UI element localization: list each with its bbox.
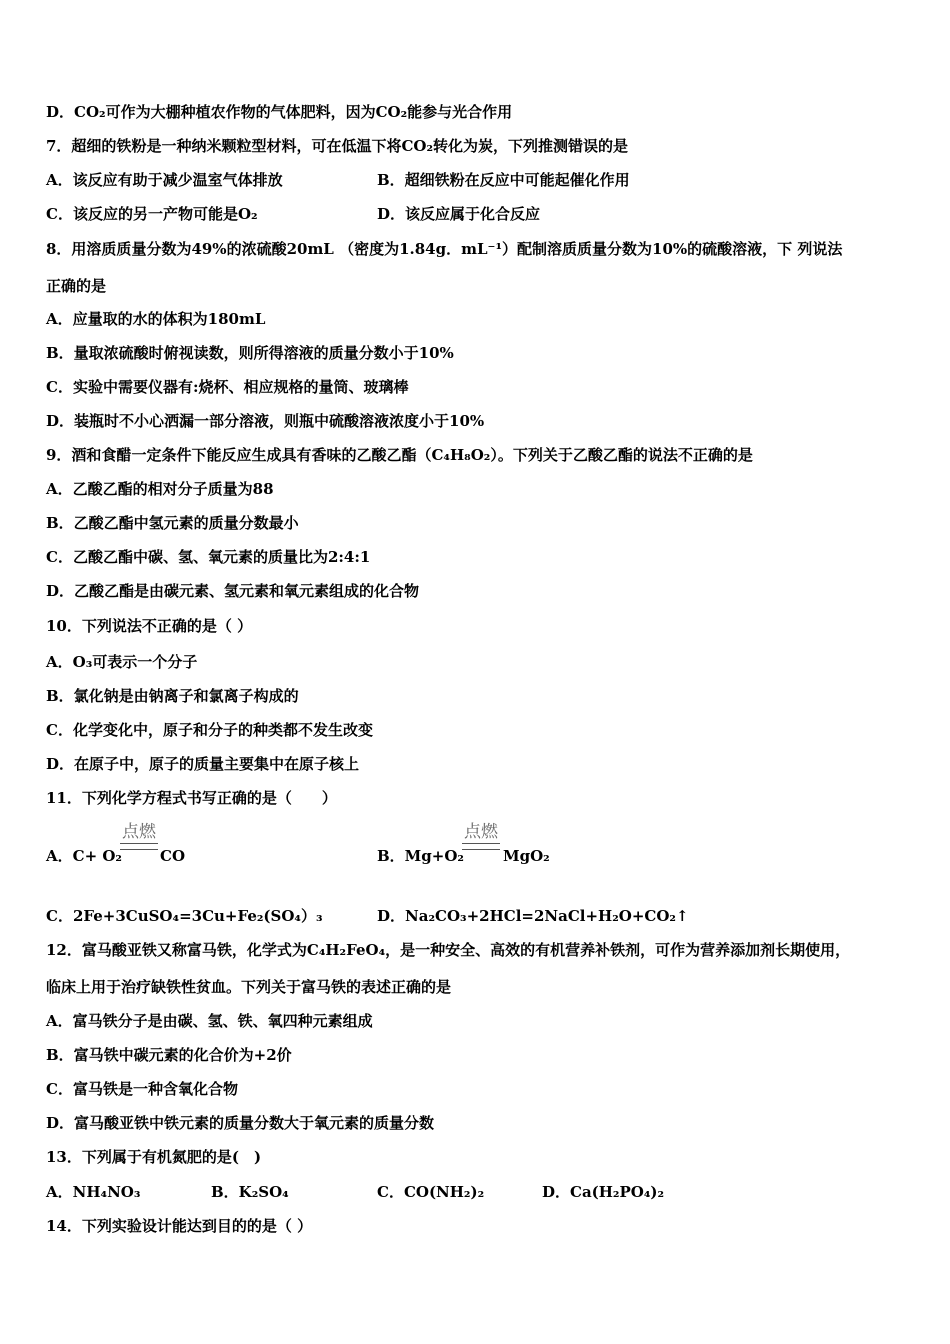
q11-option-b-equals-sign	[462, 843, 500, 850]
q12-option-b: B．富马铁中碳元素的化合价为+2价	[46, 1046, 292, 1064]
q13-option-d: D．Ca(H₂PO₄)₂	[542, 1183, 665, 1201]
q13-stem: 13．下列属于有机氮肥的是( )	[46, 1148, 262, 1166]
q11-option-c: C．2Fe+3CuSO₄=3Cu+Fe₂(SO₄）₃	[46, 907, 323, 925]
q11-stem: 11．下列化学方程式书写正确的是（ ）	[46, 789, 337, 807]
q7-option-d: D．该反应属于化合反应	[377, 205, 541, 223]
q13-option-c: C．CO(NH₂)₂	[377, 1183, 485, 1201]
q7-option-b: B．超细铁粉在反应中可能起催化作用	[377, 171, 630, 189]
q11-option-a-condition: 点燃	[122, 822, 156, 842]
q12-stem: 12．富马酸亚铁又称富马铁，化学式为C₄H₂FeO₄，是一种安全、高效的有机营养补铁剂，可作为营养添加剂长期使用，	[46, 941, 851, 959]
q12-option-d: D．富马酸亚铁中铁元素的质量分数大于氧元素的质量分数	[46, 1114, 435, 1132]
q9-option-b: B．乙酸乙酯中氢元素的质量分数最小	[46, 514, 299, 532]
q8-option-a: A．应量取的水的体积为180mL	[46, 310, 266, 328]
q9-option-a: A．乙酸乙酯的相对分子质量为88	[46, 480, 274, 498]
q9-option-c: C．乙酸乙酯中碳、氢、氧元素的质量比为2:4:1	[46, 548, 371, 566]
q11-option-a-product: CO	[160, 847, 186, 865]
q8-option-d: D．装瓶时不小心洒漏一部分溶液，则瓶中硫酸溶液浓度小于10%	[46, 412, 485, 430]
q8-stem: 8．用溶质质量分数为49%的浓硫酸20mL （密度为1.84g．mL⁻¹）配制溶质质量分数为10%的硫酸溶液，下 列说法	[46, 240, 843, 258]
q10-option-a: A．O₃可表示一个分子	[46, 653, 198, 671]
q11-option-b-reactants: B．Mg+O₂	[377, 847, 464, 865]
q12-stem-continued: 临床上用于治疗缺铁性贫血。下列关于富马铁的表述正确的是	[46, 978, 452, 996]
q11-option-b-condition: 点燃	[464, 822, 498, 842]
q7-option-a: A．该反应有助于减少温室气体排放	[46, 171, 283, 189]
q10-stem: 10．下列说法不正确的是（ ）	[46, 617, 253, 635]
q7-stem: 7．超细的铁粉是一种纳米颗粒型材料，可在低温下将CO₂转化为炭，下列推测错误的是	[46, 137, 629, 155]
q11-option-a-reactants: A．C+ O₂	[46, 847, 123, 865]
q12-option-c: C．富马铁是一种含氧化合物	[46, 1080, 238, 1098]
q10-option-c: C．化学变化中，原子和分子的种类都不发生改变	[46, 721, 373, 739]
q11-option-d: D．Na₂CO₃+2HCl=2NaCl+H₂O+CO₂↑	[377, 907, 689, 925]
q9-stem: 9．酒和食醋一定条件下能反应生成具有香味的乙酸乙酯（C₄H₈O₂）。下列关于乙酸乙酯的说法不正确的是	[46, 446, 753, 464]
q10-option-d: D．在原子中，原子的质量主要集中在原子核上	[46, 755, 360, 773]
q8-option-b: B．量取浓硫酸时俯视读数，则所得溶液的质量分数小于10%	[46, 344, 454, 362]
q10-option-b: B．氯化钠是由钠离子和氯离子构成的	[46, 687, 299, 705]
q8-option-c: C．实验中需要仪器有:烧杯、相应规格的量筒、玻璃棒	[46, 378, 409, 396]
q11-option-b-product: MgO₂	[503, 847, 550, 865]
q13-option-b: B．K₂SO₄	[211, 1183, 289, 1201]
q8-stem-continued: 正确的是	[46, 277, 107, 295]
q7-option-c: C．该反应的另一产物可能是O₂	[46, 205, 258, 223]
q13-option-a: A．NH₄NO₃	[46, 1183, 141, 1201]
q9-option-d: D．乙酸乙酯是由碳元素、氢元素和氧元素组成的化合物	[46, 582, 420, 600]
q12-option-a: A．富马铁分子是由碳、氢、铁、氧四种元素组成	[46, 1012, 373, 1030]
q11-option-a-equals-sign	[120, 843, 158, 850]
q6-option-d: D．CO₂可作为大棚种植农作物的气体肥料，因为CO₂能参与光合作用	[46, 103, 513, 121]
q14-stem: 14．下列实验设计能达到目的的是（ ）	[46, 1217, 313, 1235]
